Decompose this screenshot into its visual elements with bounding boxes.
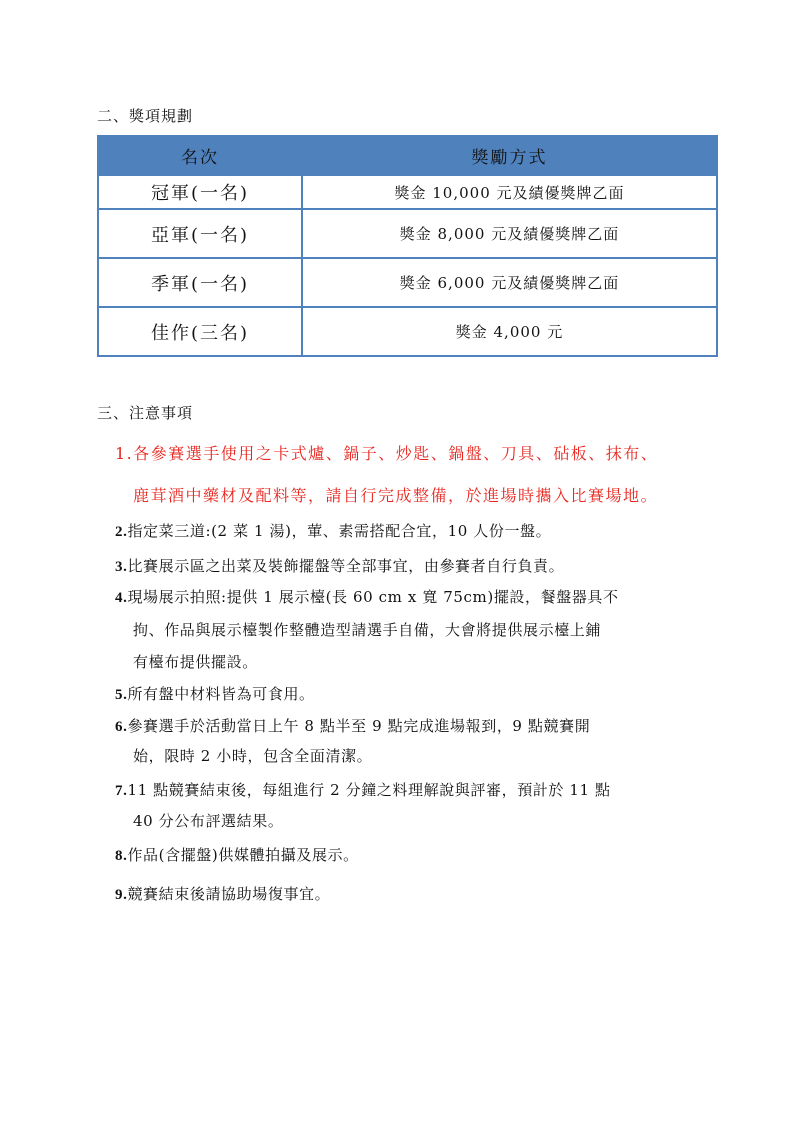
note-item-7-line-1: 7.11 點競賽結束後，每組進行 2 分鐘之料理解說與評審，預計於 11 點	[115, 781, 611, 799]
table-row	[98, 258, 717, 307]
note-item-4-line-3: 有檯布提供擺設。	[133, 653, 258, 671]
rank-cell: 冠軍(一名)	[98, 175, 302, 209]
rank-cell: 佳作(三名)	[98, 307, 302, 356]
section-title-awards: 二、獎項規劃	[97, 107, 194, 125]
awards-table	[97, 135, 718, 357]
prize-cell: 獎金 10,000 元及績優獎牌乙面	[302, 175, 717, 209]
table-header-rank: 名次	[98, 136, 302, 175]
note-item-1-line-2: 鹿茸酒中藥材及配料等，請自行完成整備，於進場時攜入比賽場地。	[133, 486, 659, 505]
table-row	[98, 209, 717, 258]
note-item-4-line-1: 4.現場展示拍照:提供 1 展示檯(長 60 cm x 寬 75cm)擺設，餐盤器具不	[115, 588, 619, 606]
note-item-1-line-1: 1.各參賽選手使用之卡式爐、鍋子、炒匙、鍋盤、刀具、砧板、抹布、	[115, 444, 659, 463]
rank-cell: 季軍(一名)	[98, 258, 302, 307]
section-title-notes: 三、注意事項	[97, 404, 194, 422]
note-item-7-line-2: 40 分公布評選結果。	[133, 812, 284, 830]
prize-cell: 獎金 4,000 元	[302, 307, 717, 356]
note-item-9: 9.競賽結束後請協助場復事宜。	[115, 885, 331, 903]
note-item-8: 8.作品(含擺盤)供媒體拍攝及展示。	[115, 846, 359, 864]
prize-cell: 獎金 8,000 元及績優獎牌乙面	[302, 209, 717, 258]
note-item-3: 3.比賽展示區之出菜及裝飾擺盤等全部事宜，由參賽者自行負責。	[115, 557, 565, 575]
note-item-5: 5.所有盤中材料皆為可食用。	[115, 685, 315, 703]
note-item-6-line-1: 6.參賽選手於活動當日上午 8 點半至 9 點完成進場報到，9 點競賽開	[115, 717, 591, 735]
note-item-4-line-2: 拘、作品與展示檯製作整體造型請選手自備，大會將提供展示檯上鋪	[133, 621, 602, 639]
rank-cell: 亞軍(一名)	[98, 209, 302, 258]
note-item-6-line-2: 始，限時 2 小時，包含全面清潔。	[133, 747, 373, 765]
table-header-prize: 獎勵方式	[302, 136, 717, 175]
table-row	[98, 175, 717, 209]
table-row	[98, 307, 717, 356]
note-item-2: 2.指定菜三道:(2 菜 1 湯)，葷、素需搭配合宜，10 人份一盤。	[115, 522, 552, 540]
prize-cell: 獎金 6,000 元及績優獎牌乙面	[302, 258, 717, 307]
